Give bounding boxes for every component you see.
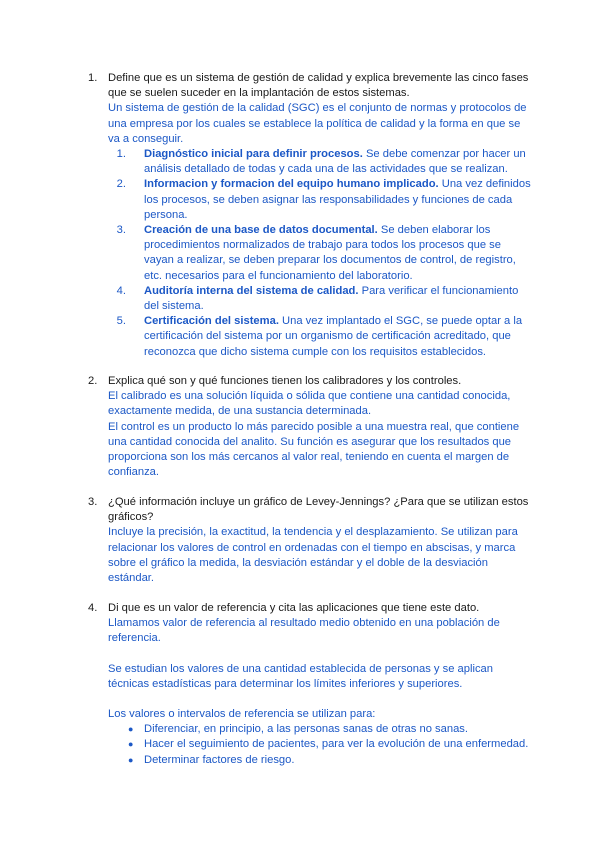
list-number: 1.: [116, 148, 126, 161]
list-number: 3.: [116, 224, 126, 237]
question-text: ¿Qué información incluye un gráfico de Levey-Jennings? ¿Para que se utilizan estos gráficos?: [108, 496, 529, 524]
item-title: Informacion y formacion del equipo humano implicado.: [144, 178, 439, 191]
question-text: Explica qué son y qué funciones tienen los calibradores y los controles.: [108, 375, 462, 387]
item-text: Se deben elaborar los procedimientos normalizados de trabajo para todos los procesos que se vayan a realizar, se deben preparar los documentos de control, de registro, etc. necesarios para el funcionamiento del laboratorio.: [144, 224, 516, 282]
answer-text: Llamamos valor de referencia al resultado medio obtenido en una población de referencia.: [108, 617, 500, 645]
question-text: Define que es un sistema de gestión de calidad y explica brevemente las cinco fases que se suelen suceder en la implantación de estos sistemas.: [108, 72, 529, 100]
item-text: Una vez definidos los procesos, se deben asignar las responsabilidades y funciones de cada persona.: [144, 178, 531, 221]
question-number: 1.: [88, 72, 98, 84]
list-number: 4.: [116, 284, 126, 297]
answer-text: El control es un producto lo más parecido posible a una muestra real, que contiene una cantidad conocida del analito. Su función es asegurar que los resultados que proporciona son los más cercanos al valor real, teniendo en cuenta el margen de confianza.: [108, 420, 520, 479]
item-title: Certificación del sistema.: [144, 315, 279, 328]
answer-text: Incluye la precisión, la exactitud, la tendencia y el desplazamiento. Se utilizan para relacionar los valores de control en ordenadas con el tiempo en abscisas, y marca sobre el gráfico la medida, la desviación estándar y el doble de la desviación estándar.: [108, 526, 518, 585]
list-item: [108, 147, 533, 177]
question-number: 2.: [88, 375, 98, 387]
item-title: Creación de una base de datos documental.: [144, 224, 378, 237]
item-title: Auditoría interna del sistema de calidad.: [144, 284, 359, 297]
question-4: [88, 601, 533, 768]
question-1: [88, 71, 533, 360]
question-text: Di que es un valor de referencia y cita las aplicaciones que tiene este dato.: [108, 602, 480, 614]
question-number: 3.: [88, 496, 98, 508]
item-text: Para verificar el funcionamiento del sistema.: [144, 284, 519, 313]
bullet-item: [108, 753, 533, 768]
list-item: [108, 314, 533, 360]
list-item: [108, 223, 533, 284]
answer-text: Los valores o intervalos de referencia se utilizan para:: [108, 708, 376, 721]
list-item: [108, 284, 533, 314]
question-number: 4.: [88, 602, 98, 614]
bullet-icon: ●: [128, 754, 134, 765]
item-text: Una vez implantado el SGC, se puede optar a la certificación del sistema por un organismo de certificación acreditado, que reconozca que dicho sistema cumple con los requisitos establecidos.: [144, 315, 523, 358]
bullet-text: Determinar factores de riesgo.: [144, 753, 295, 766]
list-number: 5.: [116, 315, 126, 328]
bullet-text: Hacer el seguimiento de pacientes, para ver la evolución de una enfermedad.: [144, 738, 529, 751]
bullet-item: [108, 737, 533, 752]
bullet-icon: ●: [128, 724, 134, 735]
list-number: 2.: [116, 178, 126, 191]
item-text: Se debe comenzar por hacer un análisis detallado de todas y cada una de las actividades que se realizan.: [144, 148, 526, 176]
answer-text: Se estudian los valores de una cantidad establecida de personas y se aplican técnicas estadísticas para determinar los límites inferiores y superiores.: [108, 662, 493, 690]
item-title: Diagnóstico inicial para definir procesos.: [144, 148, 363, 161]
question-2: [88, 374, 533, 480]
answer-text: El calibrado es una solución líquida o sólida que contiene una cantidad conocida, exactamente medida, de una sustancia determinada.: [108, 390, 511, 418]
list-item: [108, 177, 533, 223]
question-3: [88, 495, 533, 586]
bullet-item: [108, 722, 533, 737]
bullet-icon: ●: [128, 739, 134, 750]
answer-text: Un sistema de gestión de la calidad (SGC) es el conjunto de normas y protocolos de una empresa por los cuales se establece la política de calidad y la forma en que se va a conseguir.: [108, 102, 527, 145]
bullet-text: Diferenciar, en principio, a las personas sanas de otras no sanas.: [144, 723, 468, 736]
